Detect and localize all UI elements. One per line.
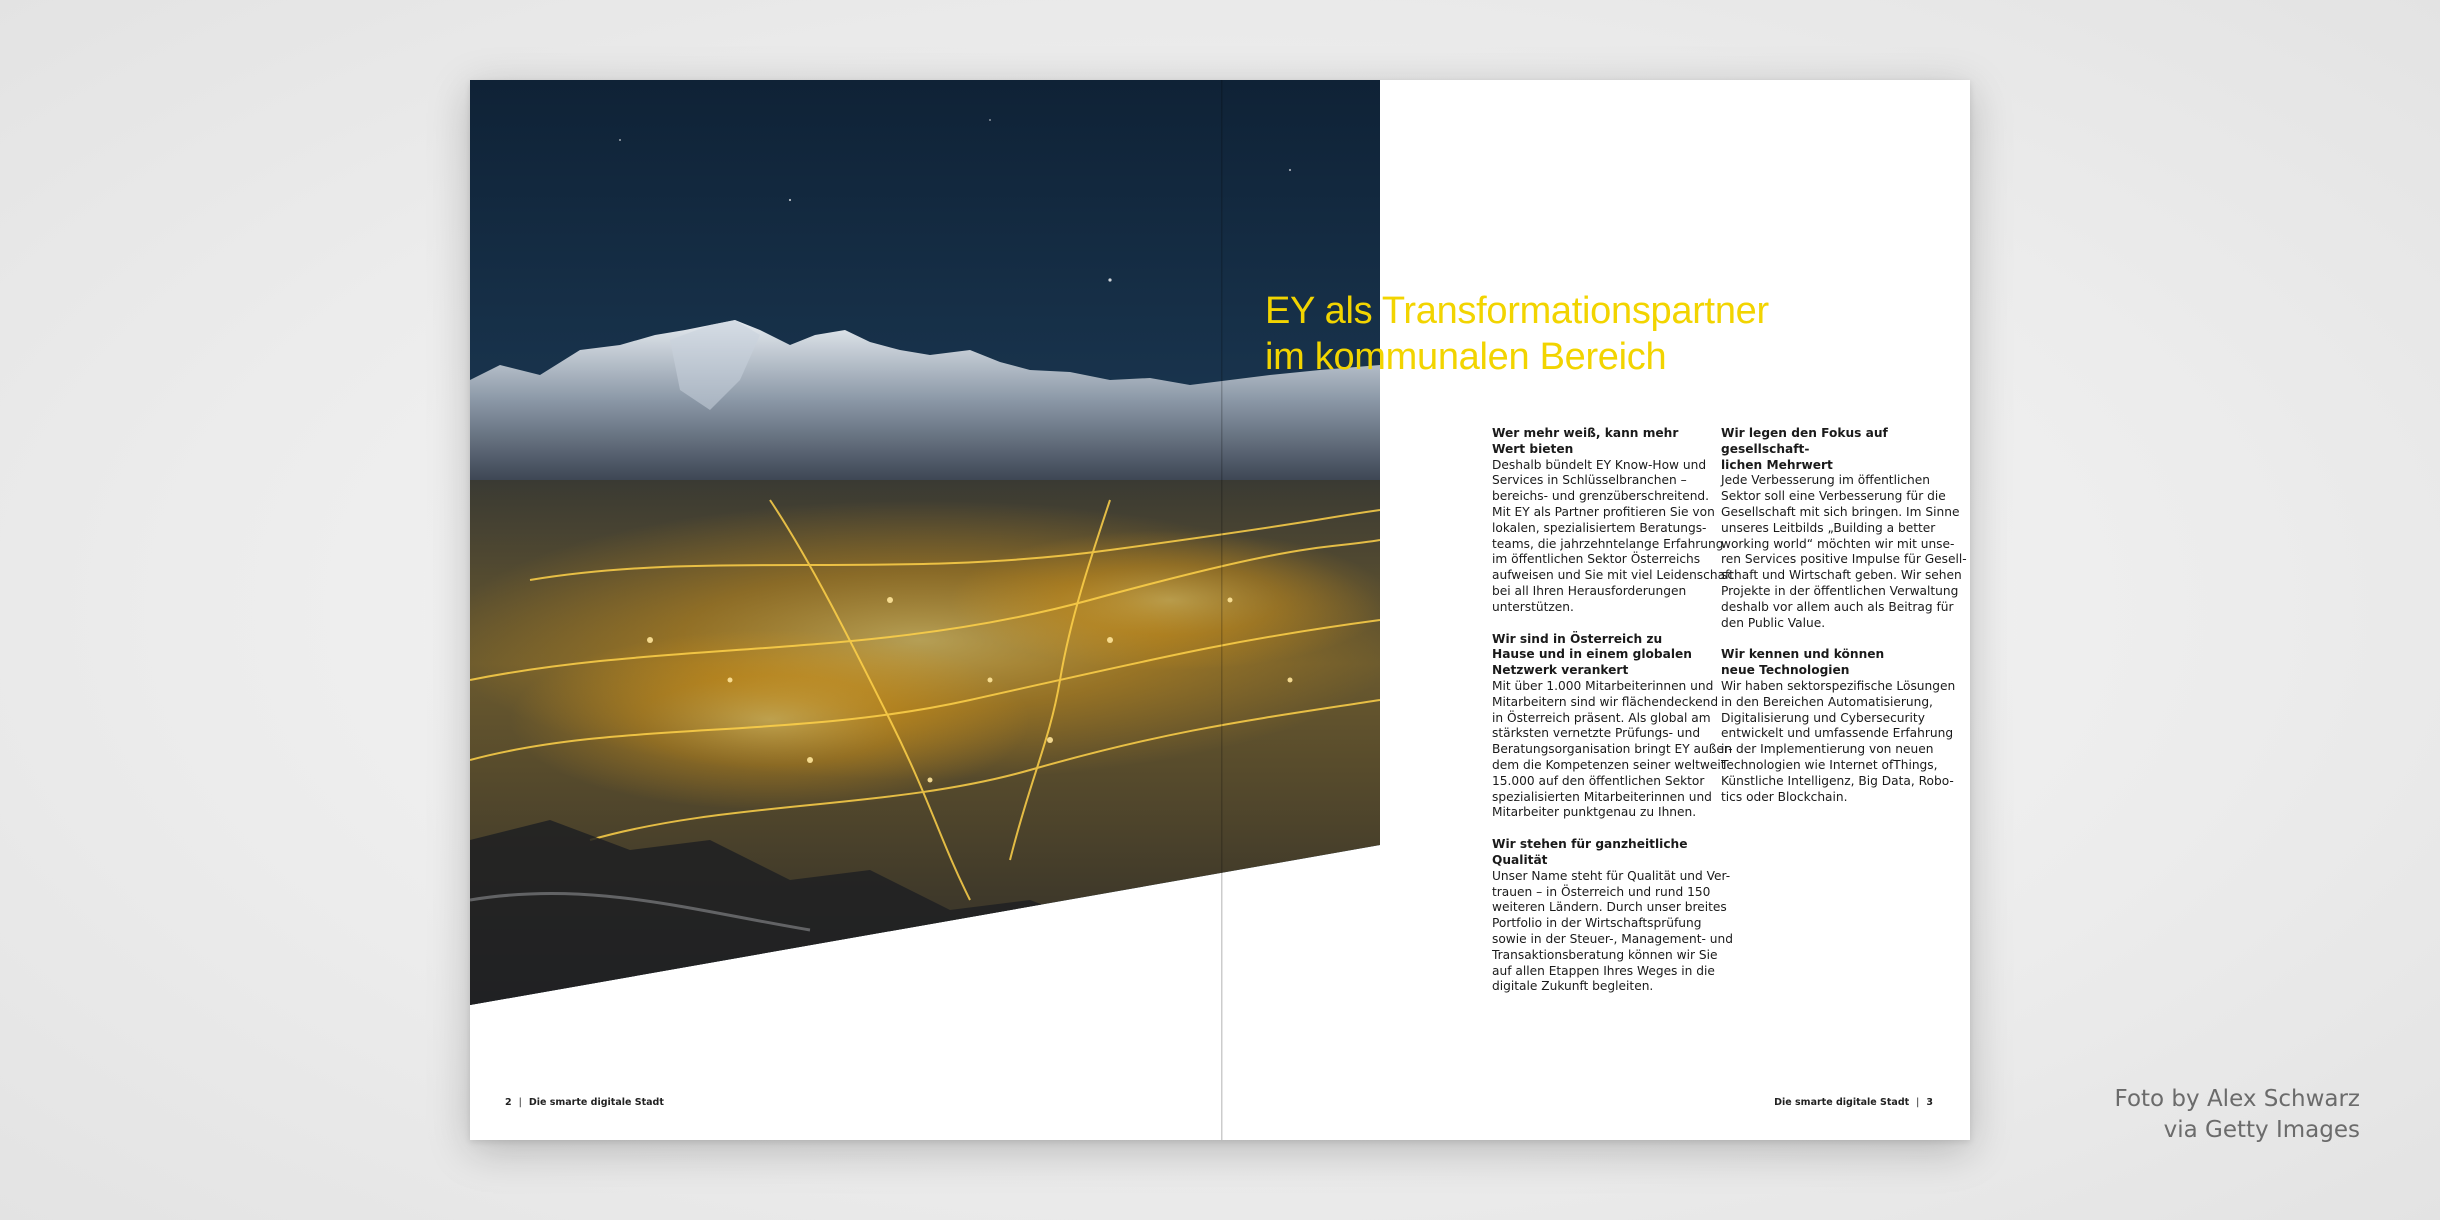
body-line: trauen – in Österreich und rund 150 (1492, 884, 1711, 899)
body-line: spezialisierten Mitarbeiterinnen und (1492, 789, 1712, 804)
body-line: im öffentlichen Sektor Österreichs (1492, 552, 1701, 567)
photo-credit (2115, 1084, 2360, 1146)
body-line: Wir haben sektorspezifische Lösungen (1721, 678, 1956, 693)
body-line: Künstliche Intelligenz, Big Data, Robo- (1721, 773, 1954, 788)
body-line: deshalb vor allem auch als Beitrag für (1721, 599, 1954, 614)
body-line: schaft und Wirtschaft geben. Wir sehen (1721, 568, 1962, 583)
section-heading (1492, 426, 1714, 458)
heading-line: Wir legen den Fokus auf gesellschaft- (1721, 426, 1888, 456)
body-line: Sektor soll eine Verbesserung für die (1721, 489, 1946, 504)
body-line: Gesellschaft mit sich bringen. Im Sinne (1721, 504, 1960, 519)
section-oesterreich-netzwerk (1492, 631, 1733, 822)
footer-separator: | (1916, 1097, 1920, 1108)
brochure-spread (470, 80, 1970, 1140)
body-line: Jede Verbesserung im öffentlichen (1721, 473, 1931, 488)
section-body (1492, 457, 1734, 616)
body-line: Mit über 1.000 Mitarbeiterinnen und (1492, 678, 1714, 693)
body-line: aufweisen und Sie mit viel Leidenschaft (1492, 568, 1734, 583)
body-line: ren Services positive Impulse für Gesell- (1721, 552, 1967, 567)
body-line: den Public Value. (1721, 615, 1826, 630)
footer-separator: | (518, 1097, 522, 1108)
headline (1265, 288, 1885, 380)
headline-line-1: EY als Transformationspartner (1265, 290, 1769, 332)
body-line: Portfolio in der Wirtschaftsprüfung (1492, 916, 1702, 931)
body-line: unseres Leitbilds „Building a better (1721, 520, 1936, 535)
body-line: sowie in der Steuer-, Management- und (1492, 931, 1733, 946)
heading-line: Wer mehr weiß, kann mehr (1492, 426, 1679, 440)
body-line: Transaktionsberatung können wir Sie (1492, 947, 1718, 962)
heading-line: Wir kennen und können (1721, 647, 1885, 662)
footer-left (505, 1097, 664, 1108)
body-line: 15.000 auf den öffentlichen Sektor (1492, 773, 1705, 788)
night-city-mountain-photo (470, 80, 1380, 1005)
heading-line: neue Technologien (1721, 663, 1850, 678)
body-line: Unser Name steht für Qualität und Ver- (1492, 868, 1731, 883)
body-line: entwickelt und umfassende Erfahrung (1721, 726, 1954, 741)
section-heading (1492, 632, 1714, 679)
page-number-left: 2 (505, 1097, 512, 1108)
section-body (1721, 678, 1956, 805)
heading-line: Wir sind in Österreich zu (1492, 631, 1663, 646)
body-line: Mit EY als Partner profitieren Sie von (1492, 504, 1715, 519)
section-wer-mehr-weiss (1492, 426, 1734, 616)
body-line: bei all Ihren Herausforderungen (1492, 583, 1687, 598)
body-line: Services in Schlüsselbranchen – (1492, 473, 1687, 488)
section-heading (1721, 426, 1943, 473)
section-heading (1721, 647, 1943, 679)
section-body (1492, 678, 1733, 821)
footer-right (1774, 1097, 1933, 1108)
section-neue-technologien (1721, 647, 1956, 805)
headline-line-2: im kommunalen Bereich (1265, 336, 1667, 378)
section-body (1721, 473, 1967, 631)
heading-line: Hause und in einem globalen (1492, 647, 1692, 662)
heading-line: Netzwerk verankert (1492, 663, 1629, 678)
body-line: working world“ möchten wir mit unse- (1721, 536, 1955, 551)
body-line: teams, die jahrzehntelange Erfahrung (1492, 536, 1724, 551)
section-body (1492, 868, 1733, 995)
body-line: unterstützen. (1492, 599, 1574, 614)
section-gesellschaftlicher-mehrwert (1721, 426, 1967, 631)
page-number-right: 3 (1926, 1097, 1933, 1108)
text-column-left (1492, 426, 1734, 1011)
body-line: in der Implementierung von neuen (1721, 742, 1934, 757)
body-line: tics oder Blockchain. (1721, 789, 1848, 804)
footer-title-right: Die smarte digitale Stadt (1774, 1097, 1910, 1108)
body-line: lokalen, spezialisiertem Beratungs- (1492, 520, 1707, 535)
credit-line-2: via Getty Images (2163, 1117, 2360, 1143)
spine-fold (1221, 80, 1223, 1140)
body-line: Digitalisierung und Cybersecurity (1721, 710, 1925, 725)
section-ganzheitliche-qualitaet (1492, 837, 1733, 995)
heading-line: Wir stehen für ganzheitliche Qualität (1492, 837, 1688, 867)
body-line: auf allen Etappen Ihres Weges in die (1492, 963, 1715, 978)
credit-line-1: Foto by Alex Schwarz (2114, 1086, 2360, 1112)
body-line: weiteren Ländern. Durch unser breites (1492, 900, 1727, 915)
body-line: dem die Kompetenzen seiner weltweit (1492, 757, 1726, 772)
body-line: Technologien wie Internet ofThings, (1721, 757, 1938, 772)
body-line: digitale Zukunft begleiten. (1492, 979, 1654, 994)
footer-title-left: Die smarte digitale Stadt (528, 1097, 664, 1108)
body-line: Deshalb bündelt EY Know-How und (1492, 457, 1707, 472)
body-line: Mitarbeitern sind wir flächendeckend (1492, 694, 1719, 709)
text-column-right (1721, 426, 1967, 821)
body-line: Mitarbeiter punktgenau zu Ihnen. (1492, 805, 1697, 820)
body-line: bereichs- und grenzüberschreitend. (1492, 489, 1710, 504)
body-line: Beratungsorganisation bringt EY außer- (1492, 742, 1733, 757)
section-heading (1492, 837, 1714, 869)
body-line: Projekte in der öffentlichen Verwaltung (1721, 583, 1959, 598)
body-line: in den Bereichen Automatisierung, (1721, 694, 1933, 709)
body-line: in Österreich präsent. Als global am (1492, 710, 1711, 725)
heading-line: lichen Mehrwert (1721, 457, 1833, 472)
body-line: stärksten vernetzte Prüfungs- und (1492, 726, 1701, 741)
heading-line: Wert bieten (1492, 441, 1574, 456)
